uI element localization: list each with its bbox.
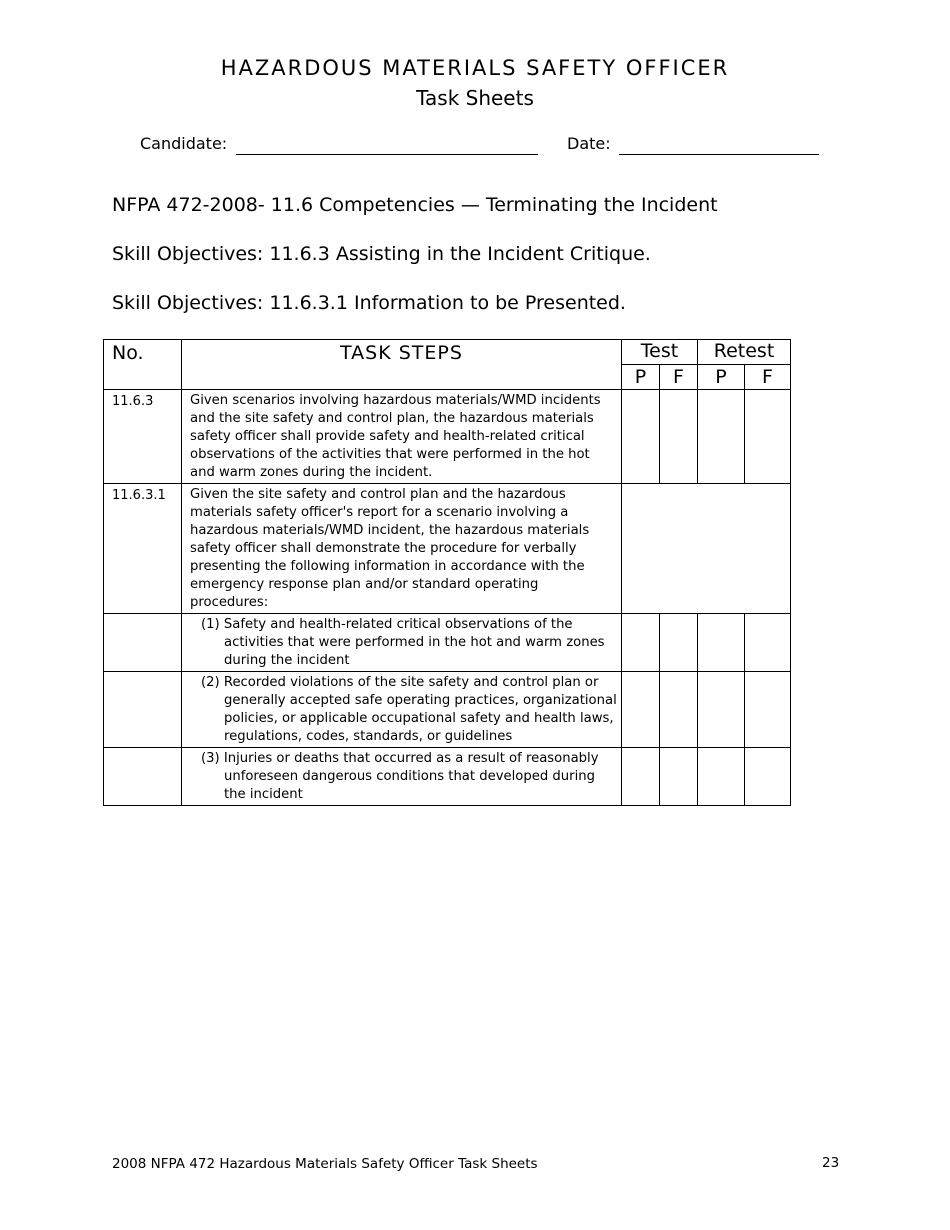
- header-retest-fail: F: [745, 365, 791, 390]
- competency-heading: NFPA 472-2008- 11.6 Competencies — Terminating the Incident: [112, 194, 718, 216]
- task-step-text: (1) Safety and health-related critical observations of the activities that were performed in the hot and warm zones during the incident: [182, 614, 622, 672]
- table-row: [104, 484, 791, 614]
- retest-pass-cell[interactable]: [698, 390, 745, 484]
- retest-fail-cell[interactable]: [745, 748, 791, 806]
- page-title: HAZARDOUS MATERIALS SAFETY OFFICER: [220, 56, 730, 80]
- retest-fail-cell[interactable]: [745, 672, 791, 748]
- test-pass-cell[interactable]: [622, 614, 660, 672]
- date-label: Date:: [567, 134, 611, 153]
- candidate-field[interactable]: [236, 154, 538, 155]
- header-test-pass: P: [622, 365, 660, 390]
- test-fail-cell[interactable]: [660, 672, 698, 748]
- page-subtitle: Task Sheets: [416, 86, 534, 110]
- row-number: 11.6.3.1: [104, 484, 182, 614]
- page-number: 23: [822, 1155, 840, 1171]
- table-row: [104, 748, 791, 806]
- retest-fail-cell[interactable]: [745, 390, 791, 484]
- retest-pass-cell[interactable]: [698, 748, 745, 806]
- skill-objective-heading-2: Skill Objectives: 11.6.3.1 Information to be Presented.: [112, 292, 626, 314]
- header-retest-pass: P: [698, 365, 745, 390]
- header-test-fail: F: [660, 365, 698, 390]
- row-number: [104, 672, 182, 748]
- merged-result-cell: [622, 484, 791, 614]
- table-row: [104, 614, 791, 672]
- test-pass-cell[interactable]: [622, 390, 660, 484]
- candidate-label: Candidate:: [140, 134, 228, 153]
- row-number: 11.6.3: [104, 390, 182, 484]
- date-field[interactable]: [619, 154, 819, 155]
- footer-title: 2008 NFPA 472 Hazardous Materials Safety Officer Task Sheets: [112, 1156, 538, 1172]
- header-test: Test: [622, 340, 698, 365]
- candidate-date-row: [140, 134, 830, 160]
- header-no: No.: [104, 340, 182, 390]
- header-task-steps: TASK STEPS: [182, 340, 622, 390]
- task-step-text: (2) Recorded violations of the site safety and control plan or generally accepted safe operating practices, organizational policies, or applicable occupational safety and health laws, regulations, codes, standards, or guidelines: [182, 672, 622, 748]
- row-number: [104, 748, 182, 806]
- task-step-text: Given scenarios involving hazardous materials/WMD incidents and the site safety and control plan, the hazardous materials safety officer shall provide safety and health-related critical observations of the activities that were performed in the hot and warm zones during the incident.: [182, 390, 622, 484]
- task-steps-table: [103, 339, 791, 806]
- test-fail-cell[interactable]: [660, 390, 698, 484]
- retest-fail-cell[interactable]: [745, 614, 791, 672]
- test-pass-cell[interactable]: [622, 748, 660, 806]
- header-retest: Retest: [698, 340, 791, 365]
- test-fail-cell[interactable]: [660, 748, 698, 806]
- task-step-text: Given the site safety and control plan and the hazardous materials safety officer's report for a scenario involving a hazardous materials/WMD incident, the hazardous materials safety officer shall demonstrate the procedure for verbally presenting the following information in accordance with the emergency response plan and/or standard operating procedures:: [182, 484, 622, 614]
- skill-objective-heading-1: Skill Objectives: 11.6.3 Assisting in the Incident Critique.: [112, 243, 651, 265]
- table-row: [104, 672, 791, 748]
- row-number: [104, 614, 182, 672]
- retest-pass-cell[interactable]: [698, 672, 745, 748]
- test-pass-cell[interactable]: [622, 672, 660, 748]
- task-step-text: (3) Injuries or deaths that occurred as a result of reasonably unforeseen dangerous conditions that developed during the incident: [182, 748, 622, 806]
- test-fail-cell[interactable]: [660, 614, 698, 672]
- table-row: [104, 390, 791, 484]
- retest-pass-cell[interactable]: [698, 614, 745, 672]
